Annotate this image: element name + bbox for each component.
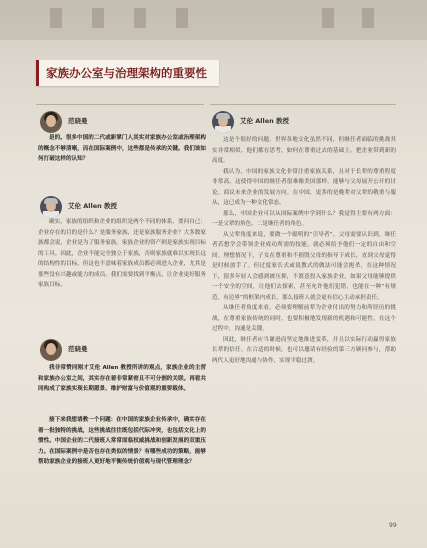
speaker-name: 艾伦 Allen 教授 bbox=[240, 117, 290, 125]
paragraph: 从继任者角度来看，必须要理解前辈为企业付出的努力和所经历的挑战，在尊重家族传统的同时，也要积极地发现新的机遇和可能性。在这个过程中，沟通是关键。 bbox=[212, 305, 396, 332]
speaker-name: 范晓曼 bbox=[68, 117, 88, 125]
question-text: 我非常赞同刚才艾伦 Allen 教授所讲的观点，家族企业的主营和家族办公室之间，其实存在着非常紧密且不可分割的关联。再看共同构成了家族实现长期愿景、维护财富与价值观的重要载体。 bbox=[38, 365, 206, 392]
divider bbox=[210, 104, 396, 105]
paragraph: 那么，中国企业可以从国际案例中学到什么？我觉得主要有两方面：一是父辈的角色，二是继任者的角色。 bbox=[212, 210, 396, 227]
speaker-name: 范晓曼 bbox=[68, 345, 88, 353]
avatar-allen-professor bbox=[40, 196, 62, 218]
avatar-fan-xiaoman bbox=[40, 339, 62, 361]
paragraph: 这是个很好的问题。世界各地文化虽然不同，但继任者面临的挑战其实非常相似。他们都在思考，如何在尊重过去的基础上，把企业带到新的高度。 bbox=[212, 137, 396, 164]
avatar-fan-xiaoman bbox=[40, 111, 62, 133]
background-window bbox=[322, 8, 334, 28]
answer-text: 确实，家族的组织和企业的组织是两个不同的体系。要问自己：企业存在的目的是什么？是服务家族，还是家族服务企业？大多数家族都会说，企业是为了服务家族。家族企业的资产则是家族实现目标的工具。因此，企业不能完全独立于家族，否则家族就难以实现长远的结构性的目标。但这也不意味着家族成员都必须进入企业，尤其是那些没有兴趣或能力的成员。我们需要找到平衡点，让企业更好服务家族目标。 bbox=[38, 219, 206, 288]
question-text: 接下来我想请教一个问题：在中国的家族企业传承中，确实存在着一批独特的挑战，这些挑战往往既包括代际冲突，也包括文化上的惯性。中国企业的二代接班人常常面临权威挑战和创新发展的双重压力。在国际案例中是否也存在类似的情景？有哪些成功的策略，能够帮助家族企业的接班人更好地平衡传统价值观与现代管理理念？ bbox=[38, 417, 206, 465]
background-window bbox=[362, 8, 374, 28]
paragraph: 我认为，中国的家族文化非常注重家族关系，且对于长辈的尊重程度非常高。这使得中国的继任者很难像美国那样，能够与父母展开公开的讨论、商议未来企业的发展方向。在中国，更多的是晚辈对父辈的敬重与服从，这已成为一种文化常态。 bbox=[212, 168, 396, 206]
background-window bbox=[50, 8, 62, 28]
background-window bbox=[176, 8, 188, 28]
background-window bbox=[134, 8, 146, 28]
paragraph: 从父辈角度来说，要做一个聪明的“引导者”。父母需要认识到，继任者若想学会带领企业成功所需的技能，就必须给予他们一定的自由和空间。理想情况下，子女在尊重和不损毁父母的指导下成长，直到父母觉得是时候放手了。但过度家长式或说教式的做法可能会扼杀，在这种情况下，很多年轻人会感到被压抑，不愿意投入家族企业，如果父母能够提供一个安全的空间，让他们去探索，甚至允许他们犯错，也能在一种“有规范、有边界”的框架内成长，那么接班人就会更有信心主动承担责任。 bbox=[212, 231, 396, 301]
answer-text bbox=[212, 135, 396, 366]
speaker-name: 艾伦 Allen 教授 bbox=[68, 202, 118, 210]
paragraph: 因此，继任者应当谦逊而坚定地推进变革，并且以实际行动赢得家族长辈的信任。在合适的时候，也可以邀请有经验的第三方顾问参与，帮助两代人更好地沟通与协作，实现平稳过渡。 bbox=[212, 336, 396, 364]
divider bbox=[36, 104, 204, 105]
page-number: 99 bbox=[389, 522, 397, 529]
question-text: 是的。很多中国的二代或新掌门人其实对家族办公室或治理架构的概念不够清晰，而在国际案例中，这些都是传承的关键。我们该如何打破这样的认知？ bbox=[38, 135, 206, 162]
background-window bbox=[92, 8, 104, 28]
article-title: 家族办公室与治理架构的重要性 bbox=[46, 66, 207, 80]
avatar-allen-professor bbox=[212, 111, 234, 133]
